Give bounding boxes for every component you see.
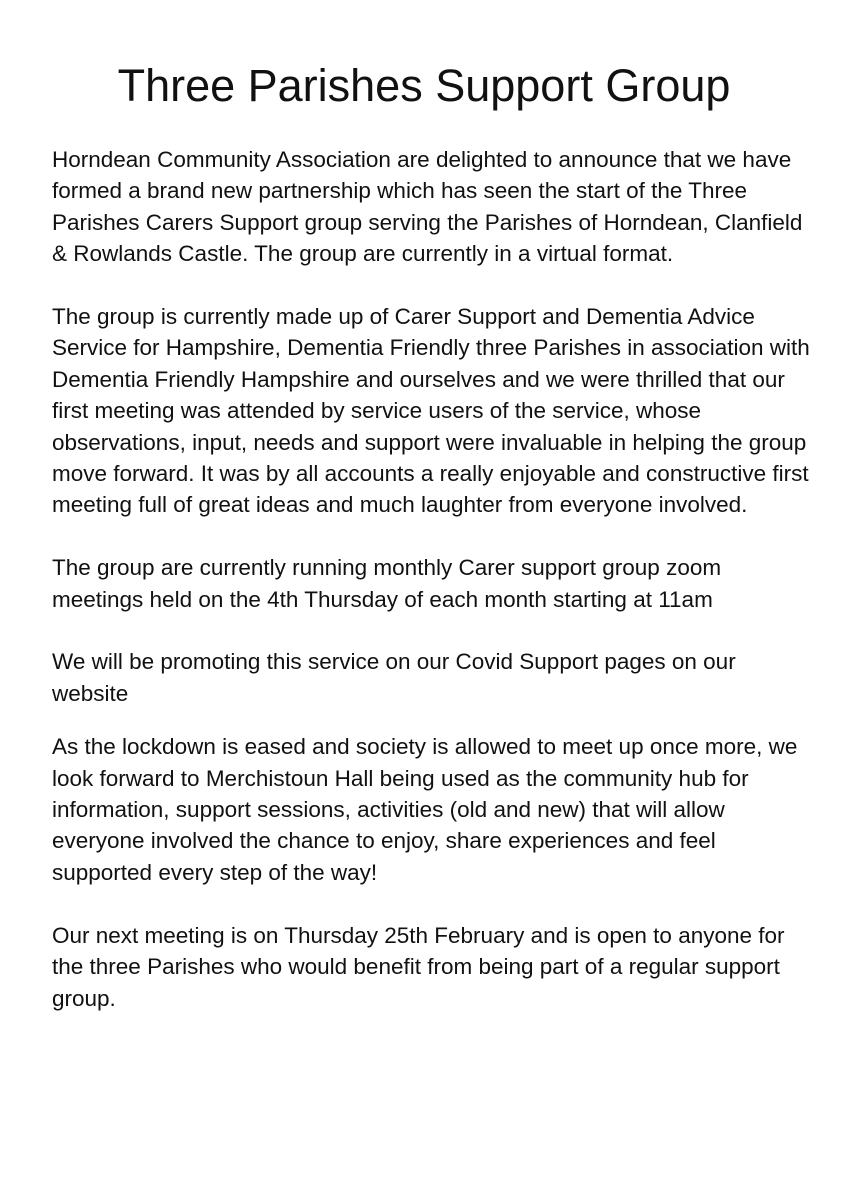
paragraph-lockdown: As the lockdown is eased and society is allowed to meet up once more, we look forward to Merchistoun Hall being used as the community hub for information, support sessions, activities (old and new) that will allow everyone involved the chance to enjoy, share experiences and feel supported every step of the way!: [52, 734, 798, 885]
paragraph-group-members: The group is currently made up of Carer Support and Dementia Advice Service for Hampshire, Dementia Friendly three Parishes in association with Dementia Friendly Hampshire and ourselves and we were thrilled that our first meeting was attended by service users of the service, whose observations, input, needs and support were invaluable in helping the group move forward. It was by all accounts a really enjoyable and constructive first meeting full of great ideas and much laughter from everyone involved.: [52, 304, 810, 518]
document-title: Three Parishes Support Group: [117, 60, 731, 111]
document-body: [52, 144, 812, 1014]
paragraph-meeting-schedule: The group are currently running monthly Carer support group zoom meetings held on the 4th Thursday of each month starting at 11am: [52, 555, 722, 612]
paragraph-next-meeting: Our next meeting is on Thursday 25th February and is open to anyone for the three Parishes who would benefit from being part of a regular support group.: [52, 922, 785, 1011]
paragraph-website-promotion: We will be promoting this service on our Covid Support pages on our website: [52, 649, 736, 706]
paragraph-announcement: Horndean Community Association are delighted to announce that we have formed a brand new partnership which has seen the start of the Three Parishes Carers Support group serving the Parishes of Horndean, Clanfield & Rowlands Castle. The group are currently in a virtual format.: [52, 147, 803, 267]
